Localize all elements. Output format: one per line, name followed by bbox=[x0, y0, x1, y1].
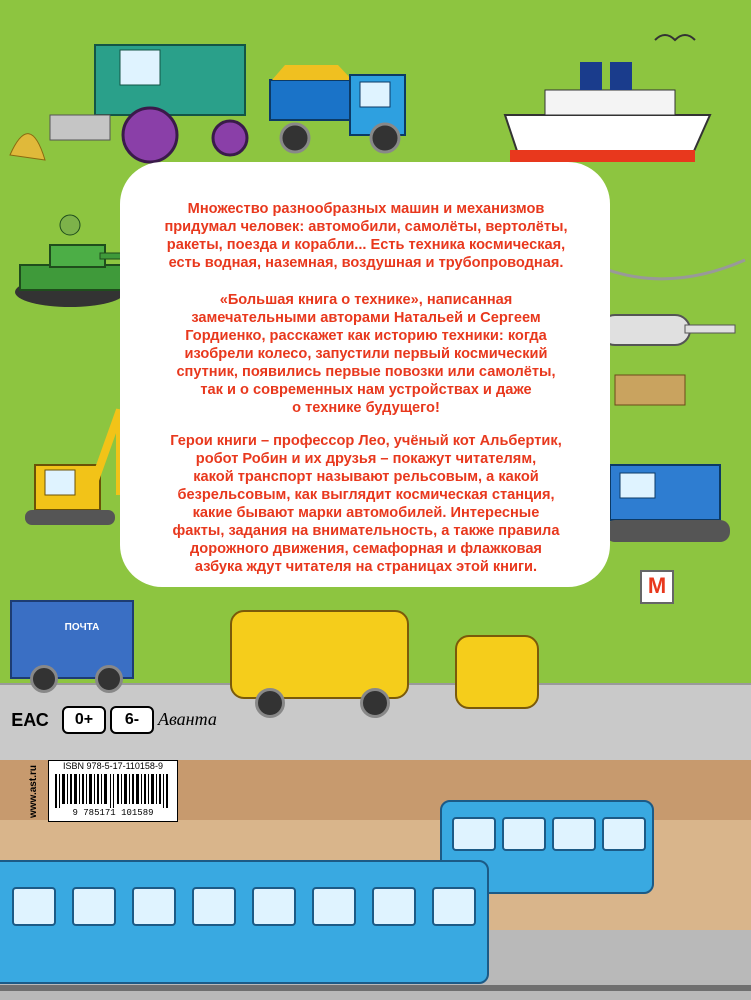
metro-rail bbox=[0, 985, 751, 991]
metro-train-front bbox=[0, 860, 489, 984]
wheel-icon bbox=[360, 688, 390, 718]
train-window bbox=[602, 817, 646, 851]
seagull-icon bbox=[655, 35, 695, 40]
text-line: спутник, появились первые повозки или самолёты, bbox=[176, 364, 556, 380]
train-window bbox=[132, 887, 176, 926]
age-rating-badge: 0+ bbox=[62, 706, 106, 734]
description-paragraph-1 bbox=[140, 200, 592, 272]
helicopter-illustration bbox=[595, 260, 745, 405]
wheat-icon bbox=[10, 134, 45, 160]
text-line: замечательными авторами Натальей и Сергеем bbox=[191, 310, 541, 326]
school-bus-illustration bbox=[455, 635, 539, 709]
text-line: «Большая книга о технике», написанная bbox=[219, 292, 513, 308]
metro-sign: М bbox=[640, 570, 674, 604]
barcode-digits: 9 785171 101589 bbox=[72, 808, 154, 818]
text-line: Герои книги – профессор Лео, учёный кот Альбертик, bbox=[170, 433, 562, 449]
text-line: какой транспорт называют рельсовым, а какой bbox=[193, 469, 539, 485]
description-paragraph-2 bbox=[140, 291, 592, 417]
train-window bbox=[12, 887, 56, 926]
left-vehicles-illustration bbox=[0, 195, 130, 555]
train-window bbox=[502, 817, 546, 851]
text-line: о технике будущего! bbox=[292, 400, 440, 416]
publisher-logo: Аванта bbox=[158, 709, 217, 729]
description-paragraph-3 bbox=[140, 432, 592, 576]
train-window bbox=[72, 887, 116, 926]
top-vehicles-illustration bbox=[0, 20, 751, 170]
text-line: так и о современных нам устройствах и даже bbox=[200, 382, 532, 398]
trolleybus-illustration bbox=[230, 610, 409, 699]
train-window bbox=[372, 887, 416, 926]
text-line: робот Робин и их друзья – покажут читателям, bbox=[195, 451, 537, 467]
barcode-box bbox=[48, 760, 178, 822]
ship-illustration bbox=[505, 62, 710, 162]
dump-truck-illustration bbox=[270, 65, 405, 152]
age-rating-badge-secondary: 6- bbox=[110, 706, 154, 734]
train-window bbox=[312, 887, 356, 926]
train-window bbox=[552, 817, 596, 851]
train-window bbox=[452, 817, 496, 851]
isbn-text: ISBN 978-5-17-110158-9 bbox=[63, 761, 163, 771]
text-line: дорожного движения, семафорная и флажковая bbox=[190, 541, 542, 557]
wheel-icon bbox=[95, 665, 123, 693]
barcode-bars bbox=[55, 774, 171, 808]
eac-mark: ЕАС bbox=[11, 710, 49, 730]
text-line: изобрели колесо, запустили первый космический bbox=[184, 346, 548, 362]
wheel-icon bbox=[30, 665, 58, 693]
text-line: азбука ждут читателя на страницах этой книги. bbox=[194, 559, 538, 575]
text-line: безрельсовым, как выглядит космическая станция, bbox=[177, 487, 555, 503]
publisher-website: www.ast.ru bbox=[28, 765, 39, 819]
wheel-icon bbox=[255, 688, 285, 718]
text-line: факты, задания на внимательность, а также правила bbox=[172, 523, 560, 539]
combine-harvester-illustration bbox=[50, 45, 247, 162]
train-window bbox=[192, 887, 236, 926]
excavator-illustration bbox=[25, 410, 120, 525]
text-line: придумал человек: автомобили, самолёты, вертолёты, bbox=[164, 219, 568, 235]
text-line: есть водная, наземная, воздушная и трубопроводная. bbox=[168, 255, 564, 271]
text-line: Гордиенко, расскажет как историю техники: когда bbox=[185, 328, 547, 344]
tank-illustration bbox=[15, 215, 130, 307]
text-line: ракеты, поезда и корабли... Есть техника космическая, bbox=[166, 237, 566, 253]
train-window bbox=[432, 887, 476, 926]
train-window bbox=[252, 887, 296, 926]
tractor-illustration bbox=[605, 465, 730, 542]
text-line: Множество разнообразных машин и механизмов bbox=[187, 201, 545, 217]
text-line: какие бывают марки автомобилей. Интересные bbox=[192, 505, 540, 521]
post-truck-label: ПОЧТА bbox=[64, 622, 100, 633]
